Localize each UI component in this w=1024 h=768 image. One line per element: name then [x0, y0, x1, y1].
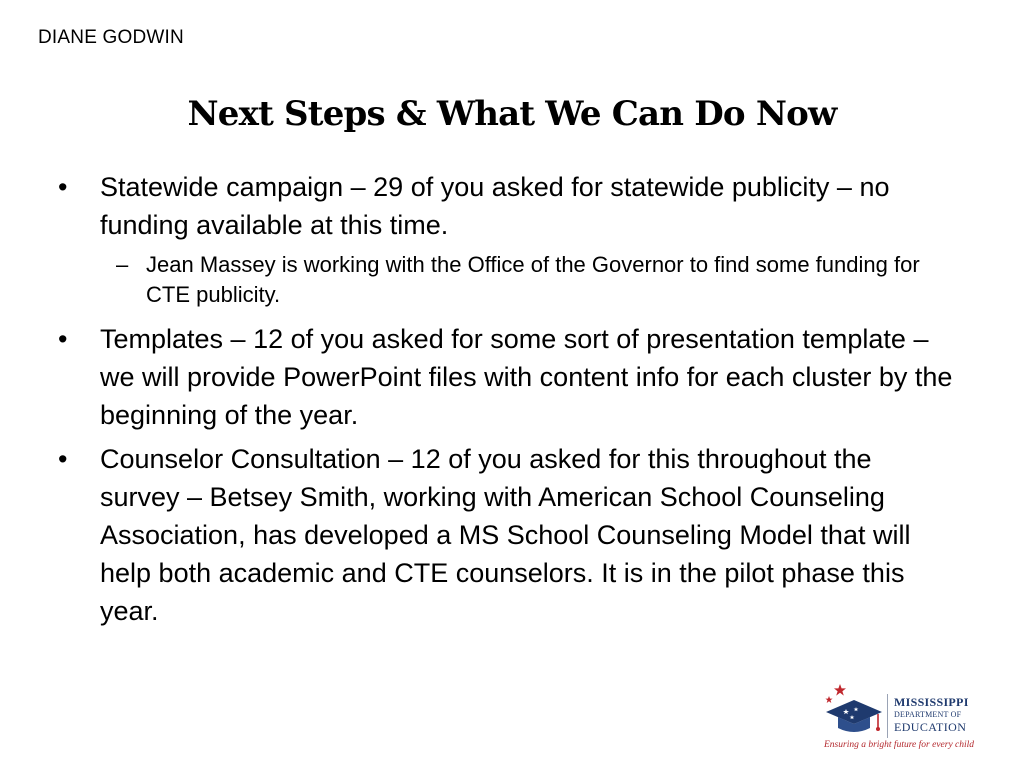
logo-text-state: MISSISSIPPI — [894, 695, 969, 709]
logo-text-education: EDUCATION — [894, 720, 967, 734]
logo-divider — [887, 694, 888, 738]
bullet-list — [58, 168, 958, 636]
mde-logo — [818, 682, 988, 754]
bullet-text: Counselor Consultation – 12 of you asked for this throughout the survey – Betsey Smith, working with American School Counseling Association, has developed a MS School Counseling Model that will help both academic and CTE counselors. It is in the pilot phase this year. — [100, 444, 911, 626]
logo-text-department: DEPARTMENT OF — [894, 710, 962, 719]
presenter-name: DIANE GODWIN — [38, 27, 184, 48]
bullet-text: Statewide campaign – 29 of you asked for statewide publicity – no funding available at this time. — [100, 172, 890, 240]
slide-title: Next Steps & What We Can Do Now — [187, 94, 837, 134]
bullet-text: Templates – 12 of you asked for some sort of presentation template – we will provide PowerPoint files with content info for each cluster by the beginning of the year. — [100, 324, 953, 430]
bullet-item — [58, 320, 958, 434]
bullet-marker: • — [58, 172, 68, 202]
bullet-item — [58, 168, 958, 244]
sub-bullet-text: Jean Massey is working with the Office of the Governor to find some funding for CTE publicity. — [146, 252, 920, 307]
logo-tagline: Ensuring a bright future for every child — [824, 740, 975, 750]
sub-bullet-marker: – — [116, 252, 129, 277]
graduation-cap-star-icon — [818, 682, 890, 740]
bullet-marker: • — [58, 324, 68, 354]
bullet-item — [58, 440, 958, 630]
sub-bullet-item — [58, 250, 958, 310]
bullet-marker: • — [58, 444, 68, 474]
